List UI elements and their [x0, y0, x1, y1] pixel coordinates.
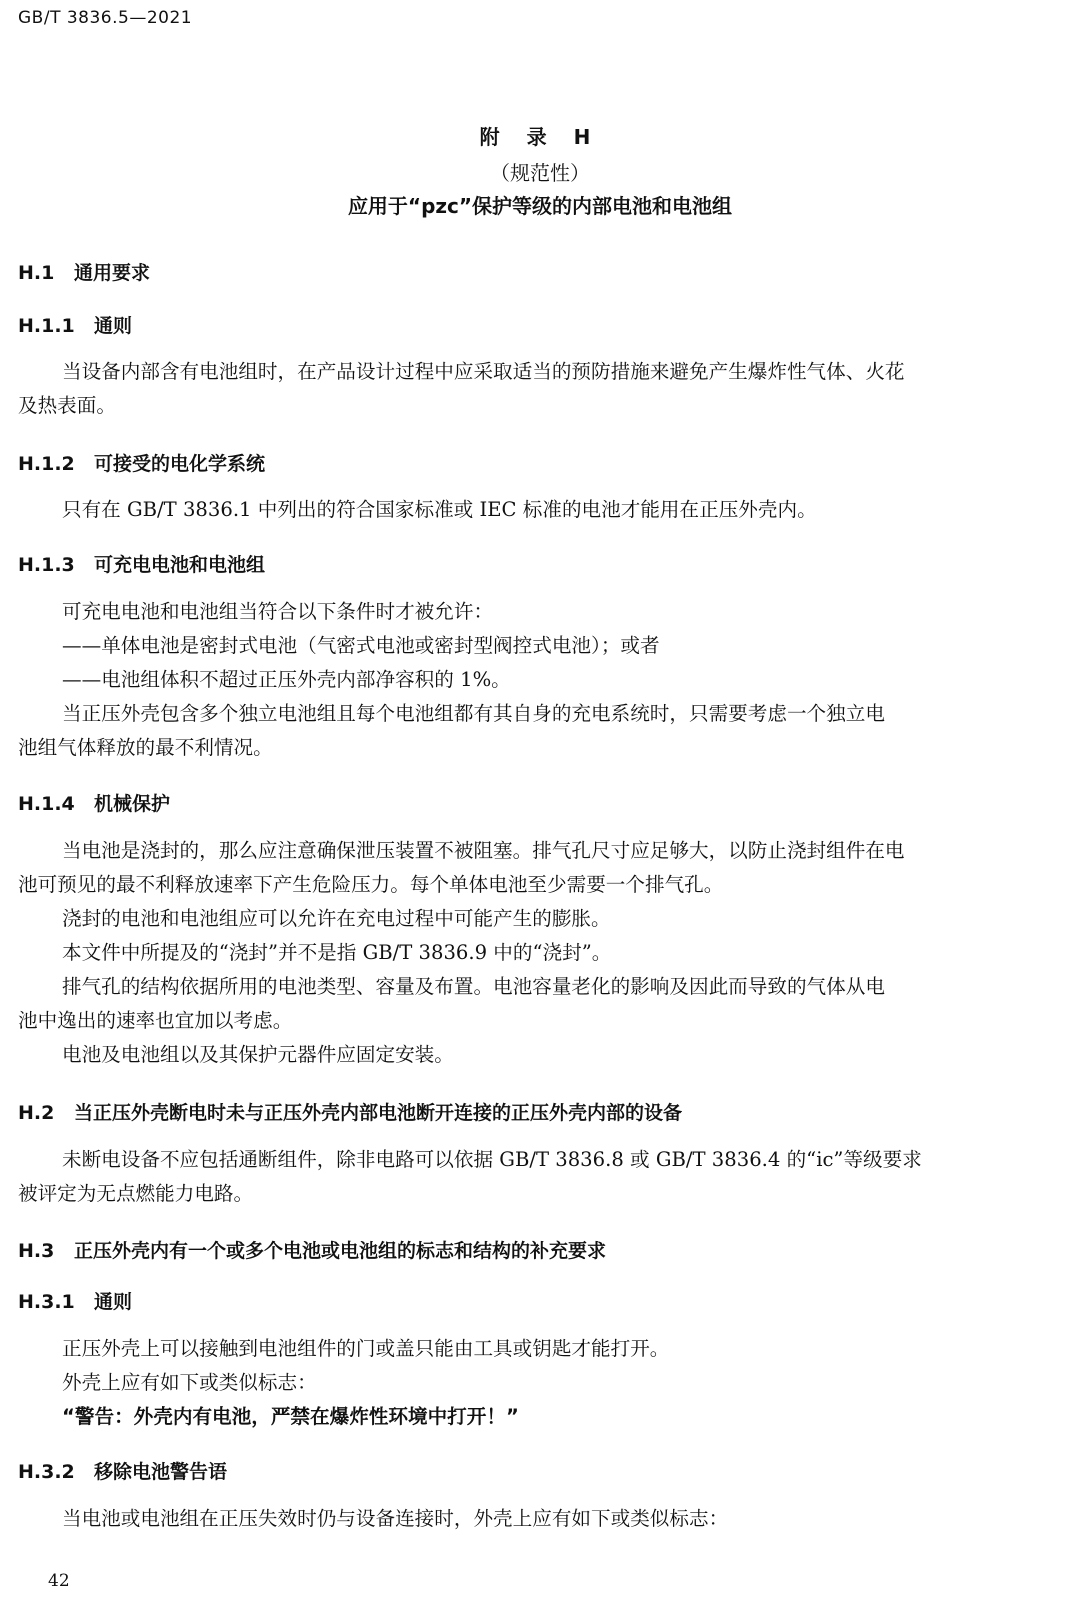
annex-name: 应用于“pzc”保护等级的内部电池和电池组: [347, 194, 733, 218]
text-line: 当设备内部含有电池组时，在产品设计过程中应采取适当的预防措施来避免产生爆炸性气体、火花: [62, 360, 905, 383]
heading-title: 可充电电池和电池组: [94, 554, 266, 576]
list-item: ——单体电池是密封式电池（气密式电池或密封型阀控式电池）；或者: [62, 634, 660, 657]
heading-title: 通用要求: [74, 262, 151, 284]
paragraph-h1-3: [18, 595, 1044, 765]
heading-title: 机械保护: [94, 793, 171, 815]
text-line: 未断电设备不应包括通断组件，除非电路可以依据 GB/T 3836.8 或 GB/T 3836.4 的“ic”等级要求: [62, 1148, 922, 1171]
heading-h1: [18, 258, 150, 285]
heading-h1-3: [18, 550, 265, 577]
page-number: 42: [48, 1571, 70, 1591]
text-line: 当电池是浇封的，那么应注意确保泄压装置不被阻塞。排气孔尺寸应足够大，以防止浇封组件在电: [62, 839, 905, 862]
paragraph-h1-4: [18, 834, 1044, 1072]
paragraph-h3-2: [18, 1502, 1044, 1536]
heading-h1-1: [18, 311, 132, 338]
heading-title: 正压外壳内有一个或多个电池或电池组的标志和结构的补充要求: [74, 1240, 607, 1262]
text-line: 当电池或电池组在正压失效时仍与设备连接时，外壳上应有如下或类似标志：: [62, 1507, 729, 1530]
heading-h1-4: [18, 789, 170, 816]
heading-h2: [18, 1098, 682, 1125]
heading-number: H.3.1: [18, 1291, 75, 1313]
heading-number: H.2: [18, 1102, 55, 1124]
text-line: 当正压外壳包含多个独立电池组且每个电池组都有其自身的充电系统时，只需要考虑一个独立电: [62, 702, 885, 725]
heading-number: H.1.1: [18, 315, 75, 337]
paragraph-h3-1: [18, 1332, 1044, 1434]
heading-number: H.1.4: [18, 793, 75, 815]
text-line: 池中逸出的速率也宜加以考虑。: [18, 1009, 293, 1032]
text-line: 被评定为无点燃能力电路。: [18, 1182, 254, 1205]
heading-title: 通则: [94, 1291, 133, 1313]
heading-h3: [18, 1236, 606, 1263]
heading-title: 移除电池警告语: [94, 1461, 228, 1483]
text-line: 电池及电池组以及其保护元器件应固定安装。: [62, 1043, 454, 1066]
heading-number: H.1.2: [18, 453, 75, 475]
text-line: 排气孔的结构依据所用的电池类型、容量及布置。电池容量老化的影响及因此而导致的气体从电: [62, 975, 885, 998]
text-line: 及热表面。: [18, 394, 116, 417]
paragraph-h1-1: [18, 355, 1044, 423]
heading-h3-1: [18, 1287, 132, 1314]
standard-number: GB/T 3836.5—2021: [18, 8, 193, 28]
text-line: 浇封的电池和电池组应可以允许在充电过程中可能产生的膨胀。: [62, 907, 611, 930]
warning-text: “警告：外壳内有电池，严禁在爆炸性环境中打开！”: [62, 1405, 519, 1428]
heading-number: H.1.3: [18, 554, 75, 576]
paragraph-h1-2: [18, 493, 1044, 527]
text-line: 可充电电池和电池组当符合以下条件时才被允许：: [62, 600, 494, 623]
annex-type: （规范性）: [490, 161, 590, 185]
heading-title: 通则: [94, 315, 133, 337]
heading-number: H.1: [18, 262, 55, 284]
text-line: 本文件中所提及的“浇封”并不是指 GB/T 3836.9 中的“浇封”。: [62, 941, 612, 964]
text-line: 池组气体释放的最不利情况。: [18, 736, 273, 759]
text-line: 只有在 GB/T 3836.1 中列出的符合国家标准或 IEC 标准的电池才能用在正压外壳内。: [62, 498, 817, 521]
text-line: 外壳上应有如下或类似标志：: [62, 1371, 317, 1394]
paragraph-h2: [18, 1143, 1044, 1211]
heading-h1-2: [18, 449, 265, 476]
heading-number: H.3.2: [18, 1461, 75, 1483]
list-item: ——电池组体积不超过正压外壳内部净容积的 1%。: [62, 668, 511, 691]
text-line: 池可预见的最不利释放速率下产生危险压力。每个单体电池至少需要一个排气孔。: [18, 873, 724, 896]
heading-title: 当正压外壳断电时未与正压外壳内部电池断开连接的正压外壳内部的设备: [74, 1102, 683, 1124]
annex-title: 附 录 H: [479, 125, 601, 149]
heading-title: 可接受的电化学系统: [94, 453, 266, 475]
text-line: 正压外壳上可以接触到电池组件的门或盖只能由工具或钥匙才能打开。: [62, 1337, 670, 1360]
heading-number: H.3: [18, 1240, 55, 1262]
heading-h3-2: [18, 1457, 227, 1484]
